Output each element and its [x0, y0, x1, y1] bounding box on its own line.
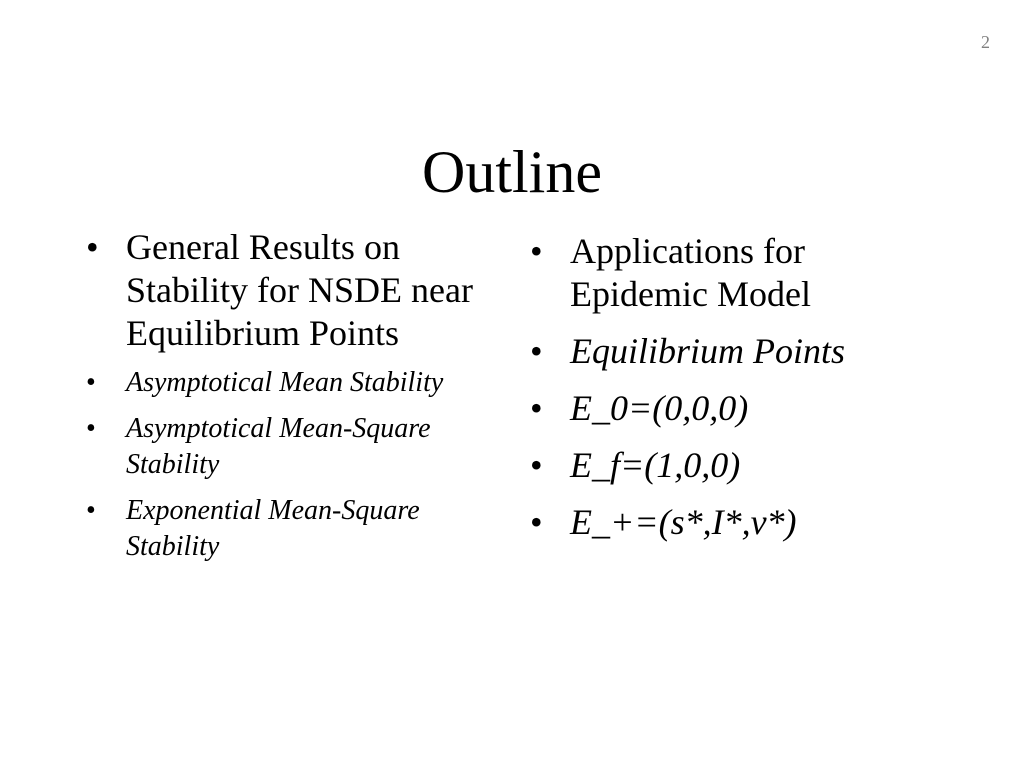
bullet-icon: • — [530, 445, 543, 485]
page-number: 2 — [981, 32, 990, 52]
list-item — [530, 501, 950, 544]
bullet-icon: • — [86, 495, 96, 526]
bullet-icon: • — [530, 231, 543, 271]
bullet-icon: • — [86, 367, 96, 398]
slide-title: Outline — [422, 139, 602, 206]
bullet-text: Equilibrium Points — [570, 331, 846, 371]
bullet-icon: • — [86, 413, 96, 444]
left-bullet-list — [86, 226, 496, 575]
list-item — [530, 444, 950, 487]
bullet-text: Asymptotical Mean-Square Stability — [126, 413, 431, 480]
bullet-text: Asymptotical Mean Stability — [126, 367, 444, 398]
list-item — [86, 493, 496, 565]
bullet-icon: • — [530, 331, 543, 371]
bullet-icon: • — [86, 227, 99, 267]
bullet-icon: • — [530, 502, 543, 542]
right-bullet-list — [530, 230, 950, 558]
list-item — [530, 330, 950, 373]
bullet-text: E_0=(0,0,0) — [570, 388, 749, 428]
bullet-text: Exponential Mean-Square Stability — [126, 495, 420, 562]
bullet-text: Applications for Epidemic Model — [570, 231, 811, 314]
list-item — [86, 226, 496, 355]
bullet-icon: • — [530, 388, 543, 428]
list-item — [86, 411, 496, 483]
list-item — [530, 230, 950, 316]
bullet-text: General Results on Stability for NSDE near Equilibrium Points — [126, 227, 473, 353]
list-item — [530, 387, 950, 430]
bullet-text: E_+=(s*,I*,v*) — [570, 502, 797, 542]
list-item — [86, 365, 496, 401]
bullet-text: E_f=(1,0,0) — [570, 445, 741, 485]
